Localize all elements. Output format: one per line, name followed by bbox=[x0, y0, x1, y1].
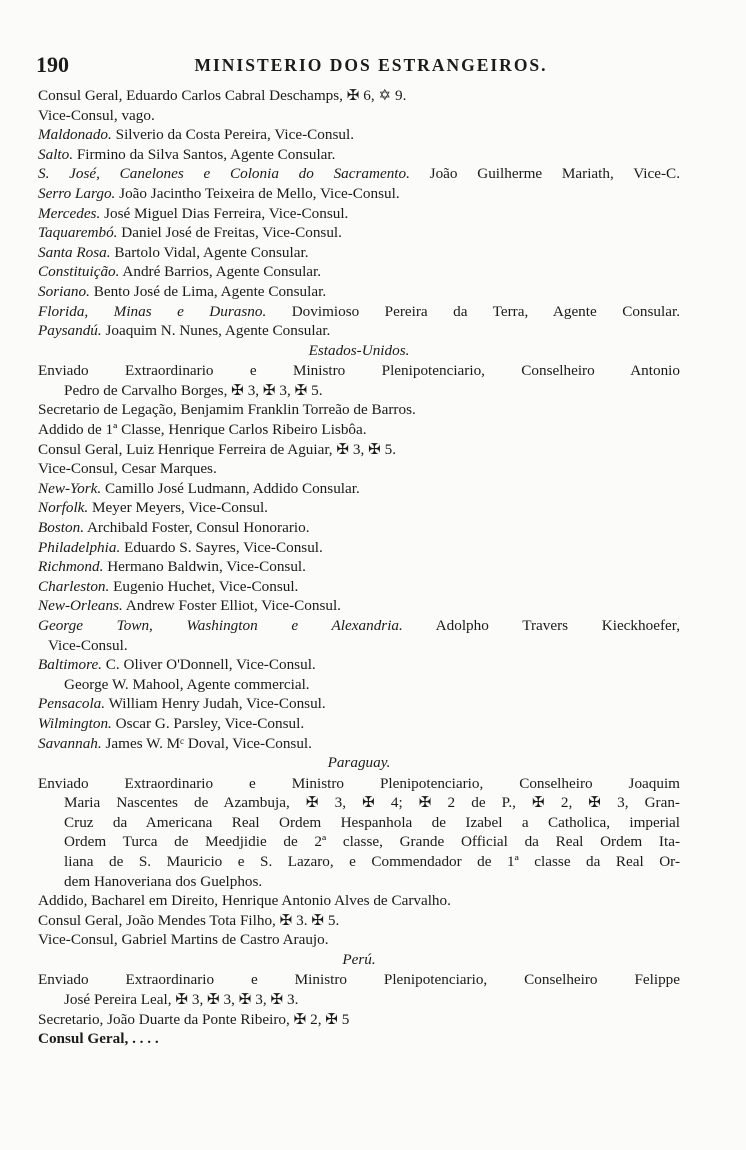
text-line bbox=[38, 636, 680, 656]
entry-text: Firmino da Silva Santos, Agente Consular. bbox=[73, 145, 336, 163]
place-name: New-Orleans. bbox=[38, 597, 123, 615]
text-line bbox=[38, 596, 680, 616]
page-header bbox=[26, 52, 716, 80]
place-name: Constituição. bbox=[38, 263, 120, 281]
place-name: Pensacola. bbox=[38, 695, 106, 713]
entry-text: dem Hanoveriana dos Guelphos. bbox=[64, 872, 263, 890]
place-name: Savannah. bbox=[38, 734, 102, 752]
text-line bbox=[38, 872, 680, 892]
text-line bbox=[38, 86, 680, 106]
entry-text: C. Oliver O'Donnell, Vice-Consul. bbox=[101, 656, 316, 674]
place-name: Norfolk. bbox=[38, 499, 89, 517]
entry-text: Hermano Baldwin, Vice-Consul. bbox=[103, 558, 306, 576]
entry-text: João Guilherme Mariath, Vice-C. bbox=[409, 165, 680, 183]
place-name: Salto. bbox=[38, 145, 74, 163]
place-name: Richmond. bbox=[38, 558, 104, 576]
text-line bbox=[38, 184, 680, 204]
place-name: New-York. bbox=[38, 479, 102, 497]
text-line bbox=[38, 479, 680, 499]
text-line bbox=[38, 440, 680, 460]
entry-text: Daniel José de Freitas, Vice-Consul. bbox=[117, 224, 342, 242]
text-line bbox=[38, 381, 680, 401]
place-name: Charleston. bbox=[38, 577, 110, 595]
entry-text: Dovimioso Pereira da Terra, Agente Consular. bbox=[266, 302, 680, 320]
entry-text: Joaquim N. Nunes, Agente Consular. bbox=[101, 322, 331, 340]
text-line bbox=[38, 694, 680, 714]
entry-text: Consul Geral, Eduardo Carlos Cabral Deschamps, ✠ 6, ✡ 9. bbox=[38, 87, 407, 104]
text-line bbox=[38, 106, 680, 126]
entry-text: Cruz da Americana Real Ordem Hespanhola de Izabel a Catholica, imperial bbox=[64, 813, 680, 831]
text-line bbox=[38, 616, 680, 636]
text-line bbox=[38, 518, 680, 538]
entry-text: Bento José de Lima, Agente Consular. bbox=[89, 282, 327, 300]
entry-text: Camillo José Ludmann, Addido Consular. bbox=[101, 479, 360, 497]
entry-text: Ordem Turca de Meedjidie de 2ª classe, Grande Official da Real Ordem Ita- bbox=[64, 833, 680, 851]
entry-text: André Barrios, Agente Consular. bbox=[119, 263, 322, 281]
text-line bbox=[38, 361, 680, 381]
text-line bbox=[38, 164, 680, 184]
text-line bbox=[38, 282, 680, 302]
entry-text: liana de S. Mauricio e S. Lazaro, e Commendador de 1ª classe da Real Or- bbox=[64, 852, 680, 870]
entry-text: Vice-Consul, vago. bbox=[38, 106, 155, 124]
place-name: Maldonado. bbox=[38, 126, 112, 144]
text-line bbox=[38, 538, 680, 558]
text-line bbox=[38, 420, 680, 440]
text-line bbox=[38, 223, 680, 243]
entry-text: Enviado Extraordinario e Ministro Plenipotenciario, Conselheiro Felippe bbox=[38, 971, 680, 989]
text-line bbox=[38, 302, 680, 322]
place-name: Paysandú. bbox=[38, 322, 102, 340]
text-line bbox=[38, 577, 680, 597]
entry-text: Secretario de Legação, Benjamim Franklin Torreão de Barros. bbox=[38, 401, 416, 419]
text-line bbox=[38, 734, 680, 754]
entry-text: Enviado Extraordinario e Ministro Plenipotenciario, Conselheiro Antonio bbox=[38, 362, 680, 380]
section-heading: Estados-Unidos. bbox=[308, 341, 410, 359]
entry-text: Vice-Consul. bbox=[48, 636, 128, 654]
text-line bbox=[38, 655, 680, 675]
section-heading: Perú. bbox=[342, 950, 376, 968]
place-name: Florida, Minas e Durasno. bbox=[38, 302, 267, 320]
entry-text: José Miguel Dias Ferreira, Vice-Consul. bbox=[100, 204, 349, 222]
text-line bbox=[38, 891, 680, 911]
text-line bbox=[38, 1010, 680, 1030]
entry-text: Vice-Consul, Cesar Marques. bbox=[38, 460, 217, 478]
entry-text: Bartolo Vidal, Agente Consular. bbox=[110, 243, 309, 261]
text-line bbox=[38, 243, 680, 263]
place-name: Taquarembó. bbox=[38, 224, 118, 242]
text-line bbox=[38, 675, 680, 695]
text-line bbox=[38, 832, 680, 852]
text-line bbox=[38, 930, 680, 950]
text-line bbox=[38, 321, 680, 341]
text-line bbox=[38, 125, 680, 145]
text-line bbox=[38, 774, 680, 794]
place-name: Mercedes. bbox=[38, 204, 101, 222]
entry-text: José Pereira Leal, ✠ 3, ✠ 3, ✠ 3, ✠ 3. bbox=[64, 991, 299, 1009]
entry-text: Eugenio Huchet, Vice-Consul. bbox=[109, 577, 299, 595]
entry-text: Andrew Foster Elliot, Vice-Consul. bbox=[122, 597, 341, 615]
text-line bbox=[38, 459, 680, 479]
section-heading: Paraguay. bbox=[327, 754, 391, 772]
text-line bbox=[38, 714, 680, 734]
text-line bbox=[38, 204, 680, 224]
text-line bbox=[38, 852, 680, 872]
entry-text: Vice-Consul, Gabriel Martins de Castro Araujo. bbox=[38, 931, 329, 949]
entry-text: Silverio da Costa Pereira, Vice-Consul. bbox=[111, 126, 355, 144]
entry-text: Meyer Meyers, Vice-Consul. bbox=[88, 499, 268, 517]
entry-text: Maria Nascentes de Azambuja, ✠ 3, ✠ 4; ✠ 2 de P., ✠ 2, ✠ 3, Gran- bbox=[64, 794, 680, 812]
entry-text: Adolpho Travers Kieckhoefer, bbox=[402, 616, 680, 634]
place-name: Baltimore. bbox=[38, 656, 102, 674]
place-name: Serro Largo. bbox=[38, 184, 116, 202]
entry-text: Addido de 1ª Classe, Henrique Carlos Ribeiro Lisbôa. bbox=[38, 421, 367, 438]
entry-text: George W. Mahool, Agente commercial. bbox=[64, 675, 310, 693]
entry-text: João Jacintho Teixeira de Mello, Vice-Consul. bbox=[115, 184, 400, 202]
entry-text: Enviado Extraordinario e Ministro Plenipotenciario, Conselheiro Joaquim bbox=[38, 774, 680, 792]
entry-text: Archibald Foster, Consul Honorario. bbox=[84, 518, 310, 536]
page-title: MINISTERIO DOS ESTRANGEIROS. bbox=[194, 55, 548, 75]
text-line bbox=[38, 813, 680, 833]
page-number: 190 bbox=[36, 52, 69, 77]
entry-text: Pedro de Carvalho Borges, ✠ 3, ✠ 3, ✠ 5. bbox=[64, 381, 323, 399]
entry-text: Consul Geral, . . . . bbox=[38, 1030, 159, 1048]
text-line bbox=[38, 262, 680, 282]
entry-text: Consul Geral, João Mendes Tota Filho, ✠ 3. ✠ 5. bbox=[38, 911, 340, 929]
place-name: Soriano. bbox=[38, 282, 90, 300]
entry-text: Consul Geral, Luiz Henrique Ferreira de Aguiar, ✠ 3, ✠ 5. bbox=[38, 440, 397, 458]
place-name: S. José, Canelones e Colonia do Sacramento. bbox=[38, 165, 410, 183]
entry-text: James W. Mᶜ Doval, Vice-Consul. bbox=[101, 734, 312, 752]
entry-text: William Henry Judah, Vice-Consul. bbox=[105, 695, 326, 713]
text-line bbox=[38, 145, 680, 165]
entry-text: Secretario, João Duarte da Ponte Ribeiro, ✠ 2, ✠ 5 bbox=[38, 1010, 350, 1028]
place-name: Boston. bbox=[38, 518, 84, 536]
text-line bbox=[38, 557, 680, 577]
place-name: Philadelphia. bbox=[38, 538, 121, 556]
place-name: Wilmington. bbox=[38, 714, 112, 732]
text-line bbox=[38, 911, 680, 931]
text-line bbox=[38, 990, 680, 1010]
text-line bbox=[38, 498, 680, 518]
entry-text: Oscar G. Parsley, Vice-Consul. bbox=[111, 714, 305, 732]
text-line bbox=[38, 793, 680, 813]
text-line bbox=[38, 400, 680, 420]
entry-text: Addido, Bacharel em Direito, Henrique Antonio Alves de Carvalho. bbox=[38, 892, 451, 910]
entry-text: Eduardo S. Sayres, Vice-Consul. bbox=[120, 538, 323, 556]
text-line bbox=[38, 1029, 680, 1049]
place-name: Santa Rosa. bbox=[38, 243, 111, 261]
document-body bbox=[38, 86, 680, 1049]
text-line bbox=[38, 970, 680, 990]
place-name: George Town, Washington e Alexandria. bbox=[38, 616, 403, 634]
